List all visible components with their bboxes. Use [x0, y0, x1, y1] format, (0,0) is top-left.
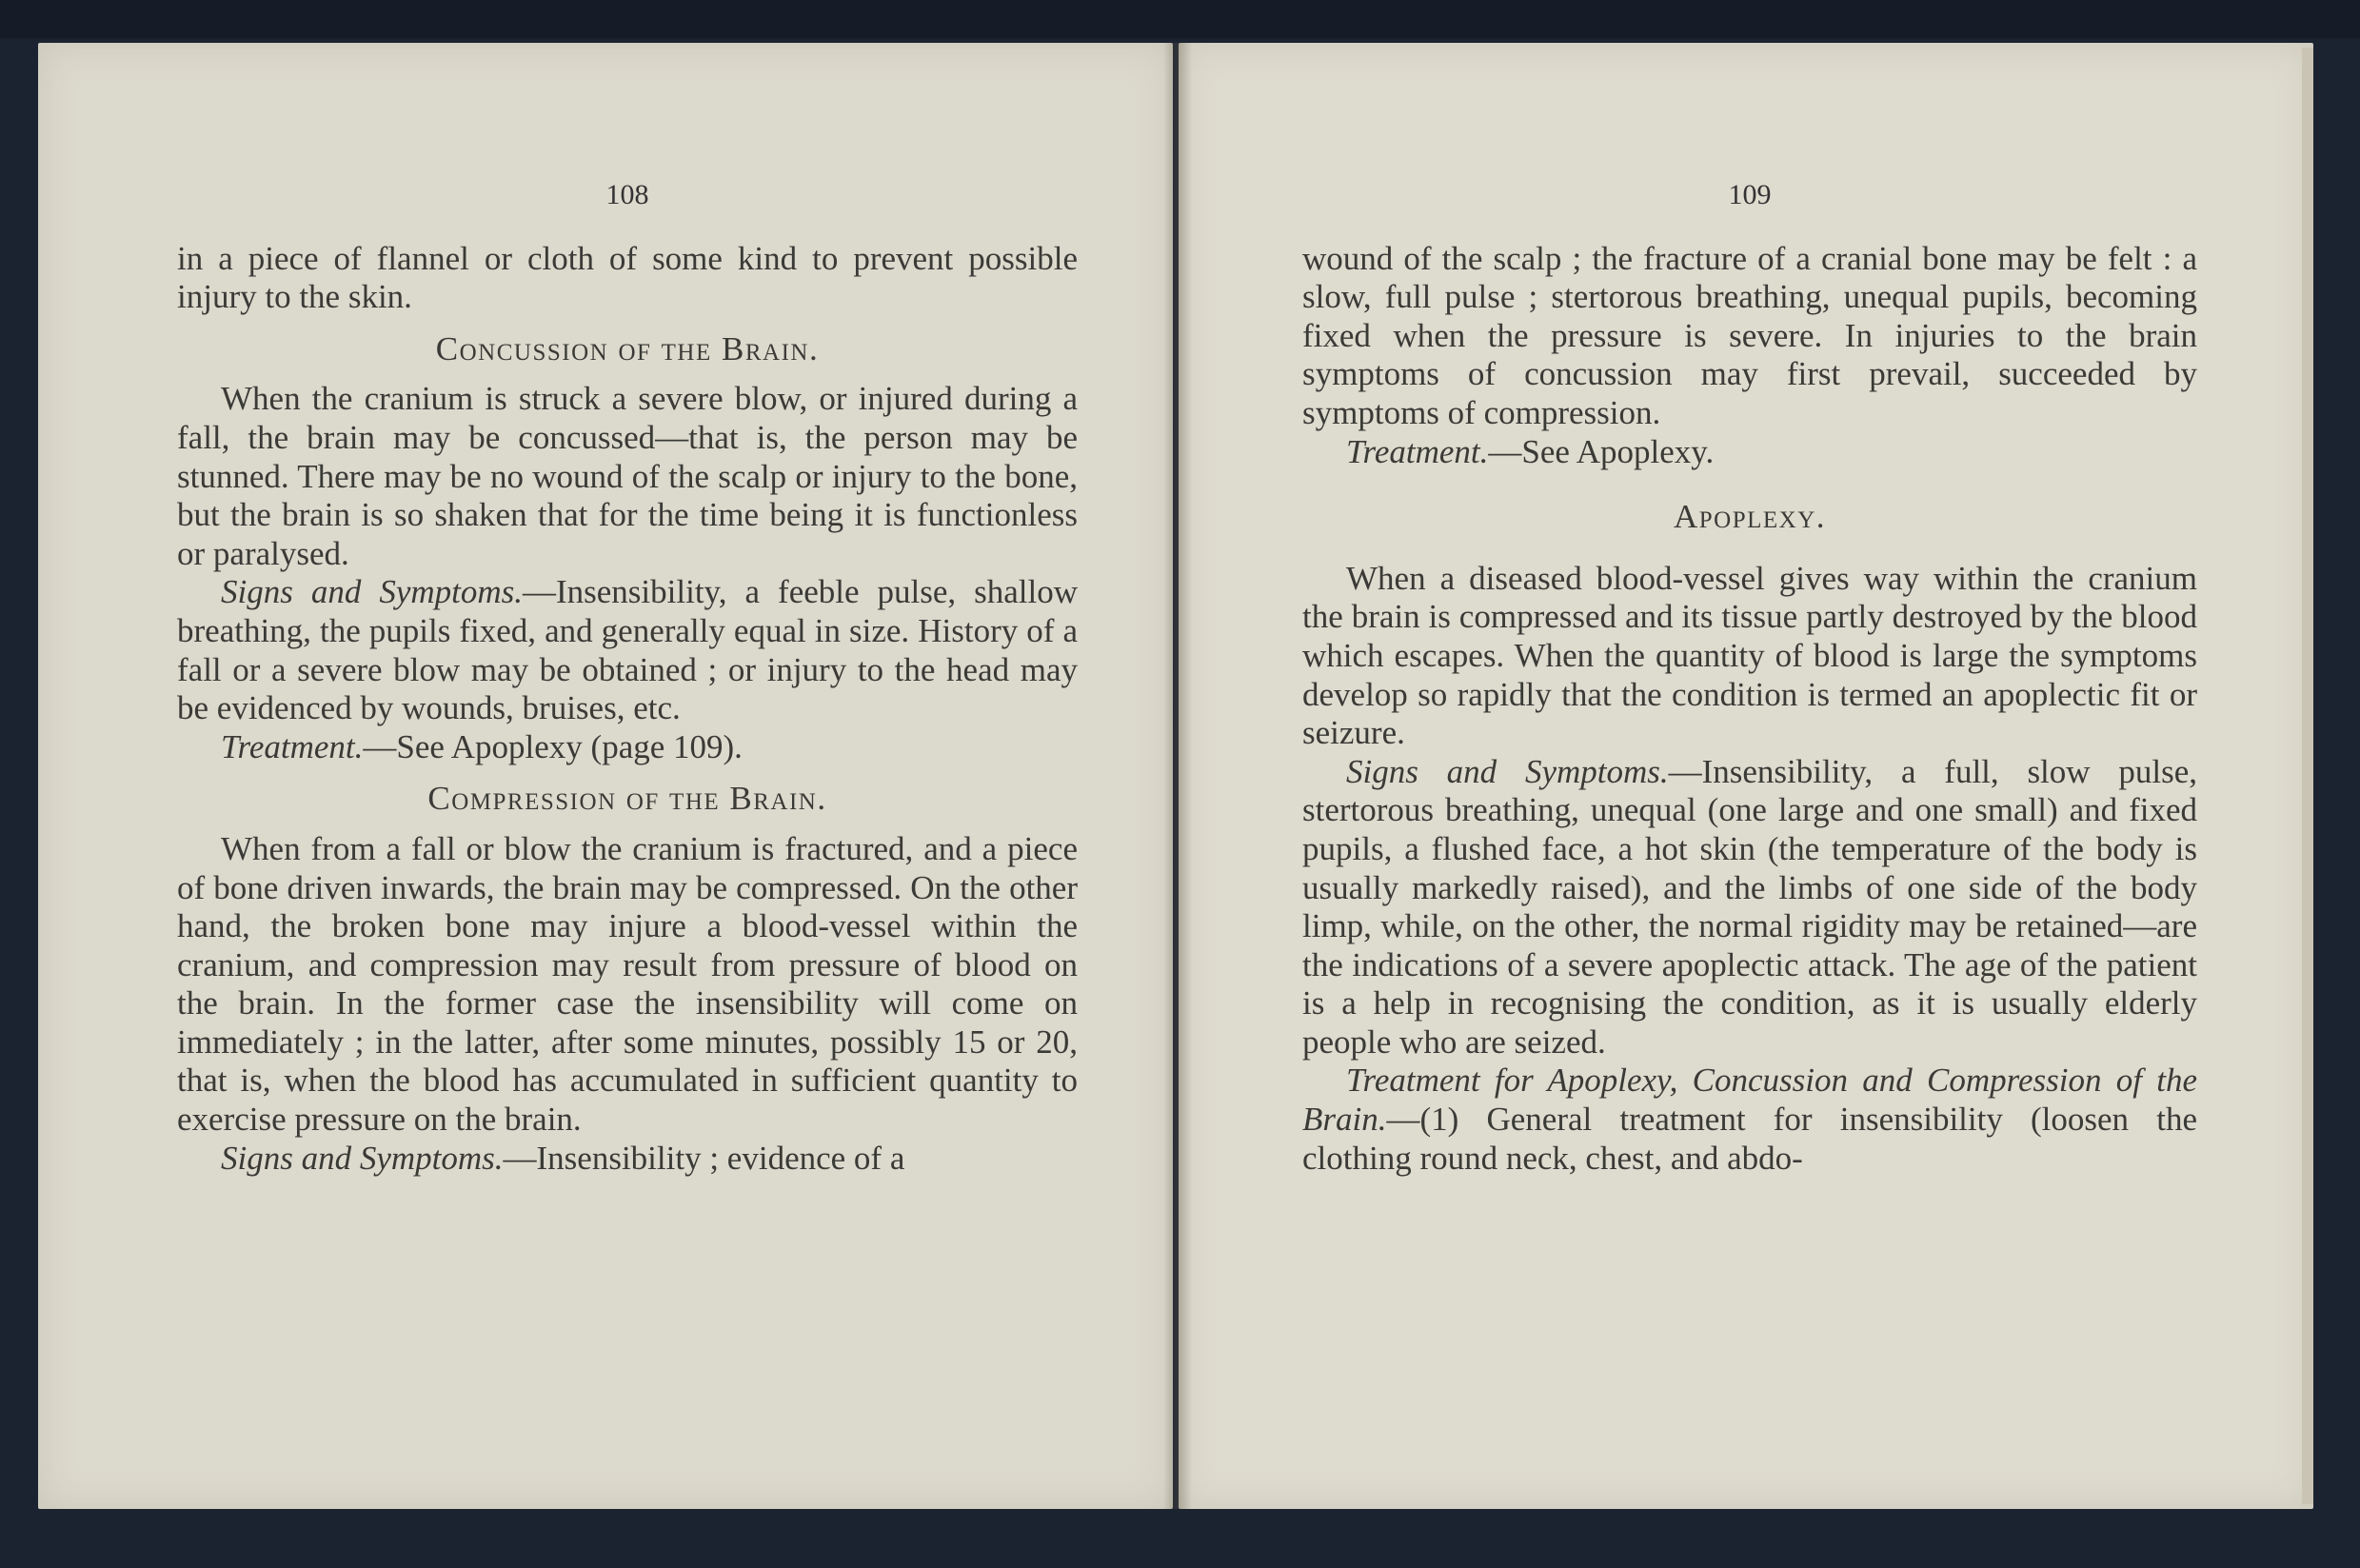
paragraph-text: —(1) General treatment for insensibility (loosen the clothing round neck, chest, and abdo-	[1302, 1101, 2197, 1177]
paragraph-text: —Insensibility, a feeble pulse, shallow breathing, the pupils fixed, and generally equal in size. History of a fall or a severe blow may be obtained ; or injury to the head may be evidenced by wounds, bruises, etc.	[177, 573, 1078, 727]
subheading-treatment: Treatment.	[221, 727, 364, 765]
paragraph-text: —See Apoplexy (page 109).	[363, 727, 743, 765]
right-page-text	[1302, 176, 2197, 1178]
section-heading-compression: Compression of the Brain.	[427, 780, 827, 818]
left-page	[38, 43, 1173, 1509]
subheading-signs: Signs and Symptoms.	[1346, 752, 1669, 790]
page-number-right: 109	[1728, 179, 1772, 210]
left-page-text	[177, 176, 1078, 1178]
paragraph	[177, 573, 1078, 727]
section-heading-concussion: Concussion of the Brain.	[435, 329, 820, 367]
right-page	[1179, 43, 2313, 1509]
paragraph: wound of the scalp ; the fracture of a cranial bone may be felt : a slow, full pulse ; stertorous breathing, unequal pupils, becoming fixed when the pressure is severe. In injuries to the brain symptoms of concussion may first prevail, succeeded by symptoms of compression.	[1302, 239, 2197, 431]
section-heading-apoplexy: Apoplexy.	[1673, 498, 1827, 536]
paragraph	[177, 728, 1078, 767]
paragraph	[177, 1140, 1078, 1179]
page-edge	[2302, 48, 2313, 1504]
paragraph-text: —Insensibility ; evidence of a	[503, 1139, 905, 1177]
subheading-signs: Signs and Symptoms.	[221, 1139, 504, 1177]
paragraph	[1302, 1062, 2197, 1178]
paragraph: When the cranium is struck a severe blow, or injured during a fall, the brain may be concussed—that is, the person may be stunned. There may be no wound of the scalp or injury to the bone, but the brain is so shaken that for the time being it is functionless or paralysed.	[177, 380, 1078, 572]
paragraph: When from a fall or blow the cranium is fractured, and a piece of bone driven inwards, the brain may be compressed. On the other hand, the broken bone may injure a blood-vessel within the cranium, and compression may result from pressure of blood on the brain. In the former case the insensibility will come on immediately ; in the latter, after some minutes, possibly 15 or 20, that is, when the blood has accumulated in sufficient quantity to exercise pressure on the brain.	[177, 829, 1078, 1139]
paragraph-text: —Insensibility, a full, slow pulse, stertorous breathing, unequal (one large and one small) and fixed pupils, a flushed face, a hot skin (the temperature of the body is usually markedly raised), and the limbs of one side of the body limp, while, on the other, the normal rigidity may be retained—are the indications of a severe apoplectic attack. The age of the patient is a help in recognising the condition, as it is usually elderly people who are seized.	[1302, 752, 2197, 1061]
paragraph	[1302, 753, 2197, 1062]
paragraph-text: —See Apoplexy.	[1488, 432, 1715, 470]
paragraph: in a piece of flannel or cloth of some kind to prevent possible injury to the skin.	[177, 239, 1078, 316]
scanner-backdrop	[0, 0, 2360, 38]
book-gutter	[1163, 43, 1192, 1509]
paragraph: When a diseased blood-vessel gives way within the cranium the brain is compressed and its tissue partly destroyed by the blood which escapes. When the quantity of blood is large the symptoms develop so rapidly that the condition is termed an apoplectic fit or seizure.	[1302, 559, 2197, 752]
subheading-signs: Signs and Symptoms.	[221, 573, 523, 611]
paragraph	[1302, 433, 2197, 472]
subheading-treatment: Treatment for Apoplexy, Concussion and Compression of the Brain.	[1302, 1062, 2197, 1139]
page-number-left: 108	[605, 179, 649, 210]
subheading-treatment: Treatment.	[1346, 432, 1489, 470]
